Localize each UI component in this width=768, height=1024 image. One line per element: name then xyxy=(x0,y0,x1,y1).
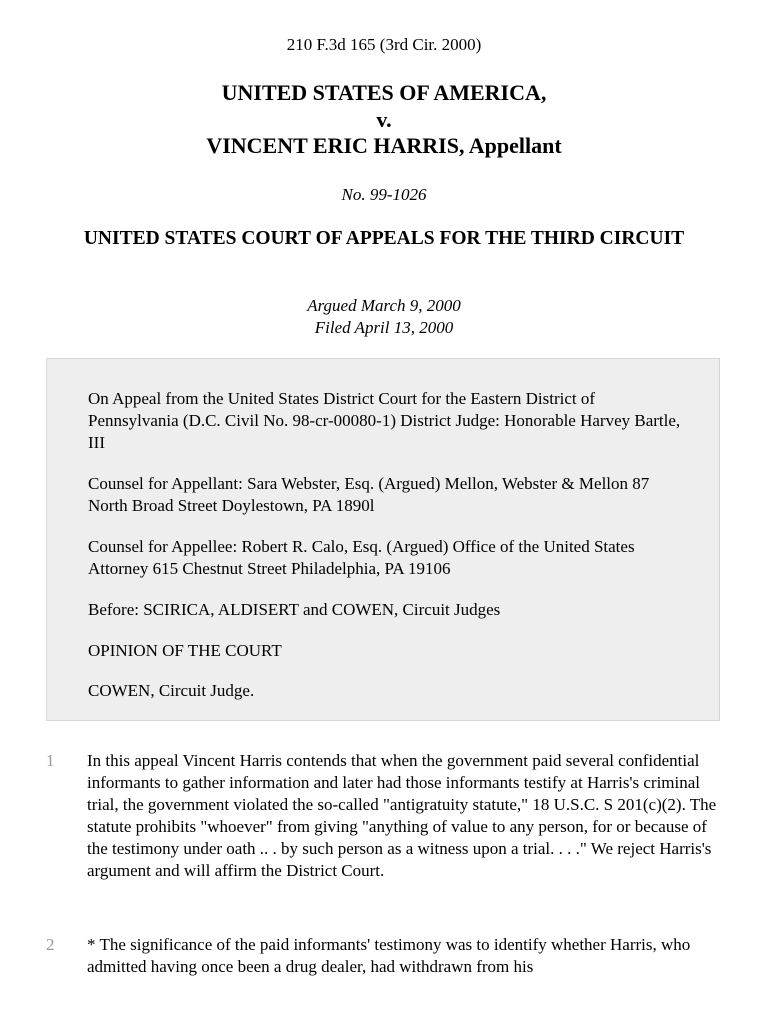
docket-number: No. 99-1026 xyxy=(341,185,427,204)
paragraph-text: * The significance of the paid informants' testimony was to identify whether Harris, who admitted having once been a drug dealer, had withdrawn from his xyxy=(87,935,691,976)
paragraph-text: In this appeal Vincent Harris contends that when the government paid several confidential informants to gather information and later had those informants testify at Harris's criminal trial, the government violated the so-called "antigratuity statute," 18 U.S.C. S 201(c)(2). The statute prohibits "whoever" from giving "anything of value to any person, for or because of the testimony under oath .. . by such person as a witness upon a trial. . . ." We reject Harris's argument and will affirm the District Court. xyxy=(87,751,717,880)
counsel-appellant-text: Counsel for Appellant: Sara Webster, Esq. (Argued) Mellon, Webster & Mellon 87 North Broad Street Doylestown, PA 1890l xyxy=(88,474,650,515)
panel-judges-text: Before: SCIRICA, ALDISERT and COWEN, Circuit Judges xyxy=(88,600,501,619)
filed-date: Filed April 13, 2000 xyxy=(314,318,454,337)
case-caption xyxy=(0,80,768,160)
paragraph-number: 2 xyxy=(46,935,55,954)
argued-date: Argued March 9, 2000 xyxy=(307,296,461,315)
caption-defendant: VINCENT ERIC HARRIS, Appellant xyxy=(206,133,562,158)
case-citation: 210 F.3d 165 (3rd Cir. 2000) xyxy=(286,35,482,54)
counsel-appellee-text: Counsel for Appellee: Robert R. Calo, Esq. (Argued) Office of the United States Attorney 615 Chestnut Street Philadelphia, PA 19106 xyxy=(88,537,635,578)
paragraph-number: 1 xyxy=(46,751,55,770)
opinion-author: COWEN, Circuit Judge. xyxy=(88,681,255,700)
case-dates xyxy=(0,295,768,339)
caption-plaintiff: UNITED STATES OF AMERICA, xyxy=(221,80,547,105)
opinion-label: OPINION OF THE COURT xyxy=(88,641,282,660)
caption-versus: v. xyxy=(376,106,392,132)
appeal-from-text: On Appeal from the United States District Court for the Eastern District of Pennsylvania (D.C. Civil No. 98-cr-00080-1) District Judge: Honorable Harvey Bartle, III xyxy=(88,389,681,452)
case-header-box xyxy=(46,358,720,721)
court-name: UNITED STATES COURT OF APPEALS FOR THE THIRD CIRCUIT xyxy=(83,228,685,249)
